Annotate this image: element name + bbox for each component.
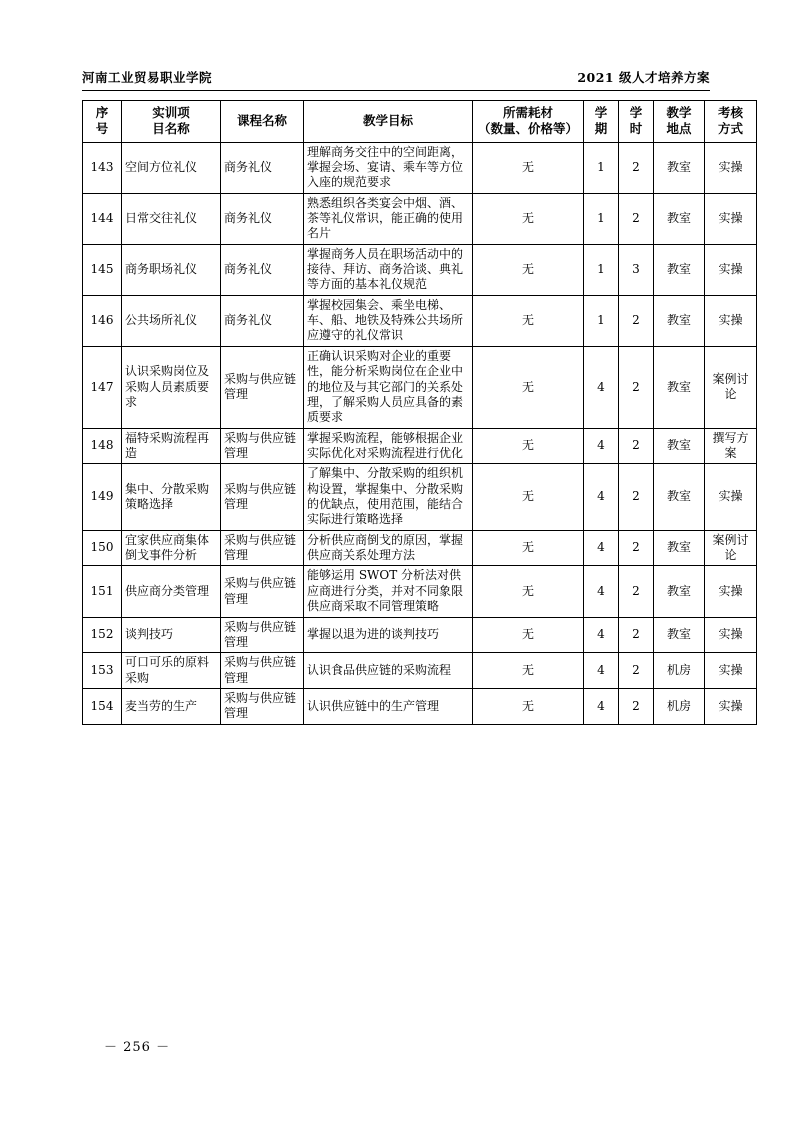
cell-hours: 2 [619,653,654,689]
cell-exam: 案例讨论 [705,530,757,566]
cell-goal: 能够运用 SWOT 分析法对供应商进行分类，并对不同象限供应商采取不同管理策略 [304,566,473,617]
cell-term: 4 [584,617,619,653]
cell-term: 4 [584,566,619,617]
cell-course: 采购与供应链管理 [221,653,304,689]
cell-course: 商务礼仪 [221,142,304,193]
cell-material: 无 [473,142,584,193]
cell-material: 无 [473,244,584,295]
cell-item: 麦当劳的生产 [122,689,221,725]
column-header-goal: 教学目标 [304,101,473,143]
cell-term: 4 [584,653,619,689]
cell-goal: 掌握采购流程，能够根据企业实际优化对采购流程进行优化 [304,428,473,464]
table-row [83,244,757,295]
cell-course: 采购与供应链管理 [221,530,304,566]
cell-term: 4 [584,464,619,530]
cell-place: 教室 [654,142,705,193]
column-header-material-line1: 所需耗材 [502,105,553,120]
cell-term: 1 [584,193,619,244]
cell-exam: 案例讨论 [705,346,757,428]
cell-hours: 2 [619,428,654,464]
cell-no: 148 [83,428,122,464]
cell-course: 采购与供应链管理 [221,617,304,653]
cell-course: 商务礼仪 [221,244,304,295]
cell-course: 采购与供应链管理 [221,428,304,464]
column-header-place-line2: 地点 [666,121,692,137]
page-number: － 256 － [104,1040,171,1055]
cell-item: 日常交往礼仪 [122,193,221,244]
cell-place: 教室 [654,617,705,653]
cell-no: 152 [83,617,122,653]
cell-term: 4 [584,346,619,428]
table-row [83,346,757,428]
cell-item: 认识采购岗位及采购人员素质要求 [122,346,221,428]
cell-item: 福特采购流程再造 [122,428,221,464]
cell-exam: 实操 [705,244,757,295]
column-header-place [654,101,705,143]
cell-goal: 认识食品供应链的采购流程 [304,653,473,689]
cell-item: 可口可乐的原料采购 [122,653,221,689]
cell-material: 无 [473,689,584,725]
cell-place: 教室 [654,346,705,428]
cell-item: 商务职场礼仪 [122,244,221,295]
cell-goal: 认识供应链中的生产管理 [304,689,473,725]
cell-hours: 2 [619,617,654,653]
cell-course: 采购与供应链管理 [221,464,304,530]
page-header [82,68,710,91]
column-header-material-line2: （数量、价格等） [477,121,578,137]
cell-hours: 2 [619,530,654,566]
cell-material: 无 [473,193,584,244]
column-header-no [83,101,122,143]
cell-exam: 实操 [705,617,757,653]
cell-no: 144 [83,193,122,244]
cell-item: 供应商分类管理 [122,566,221,617]
cell-course: 采购与供应链管理 [221,689,304,725]
page-footer [82,1036,711,1055]
cell-material: 无 [473,346,584,428]
cell-no: 149 [83,464,122,530]
table-row [83,653,757,689]
cell-place: 教室 [654,193,705,244]
cell-place: 教室 [654,295,705,346]
cell-term: 1 [584,142,619,193]
cell-place: 机房 [654,689,705,725]
cell-exam: 实操 [705,566,757,617]
cell-goal: 分析供应商倒戈的原因，掌握供应商关系处理方法 [304,530,473,566]
cell-hours: 3 [619,244,654,295]
cell-no: 147 [83,346,122,428]
cell-material: 无 [473,566,584,617]
cell-course: 采购与供应链管理 [221,566,304,617]
cell-material: 无 [473,653,584,689]
cell-material: 无 [473,530,584,566]
cell-exam: 实操 [705,142,757,193]
cell-hours: 2 [619,464,654,530]
column-header-no-line1: 序 [95,105,109,120]
column-header-item-line1: 实训项 [152,105,190,120]
cell-no: 145 [83,244,122,295]
header-document-title: 2021 级人才培养方案 [577,70,710,85]
cell-term: 4 [584,689,619,725]
table-row [83,295,757,346]
column-header-term-line1: 学 [594,105,608,120]
cell-exam: 撰写方案 [705,428,757,464]
column-header-exam [705,101,757,143]
header-institution: 河南工业贸易职业学院 [82,70,213,85]
cell-place: 教室 [654,530,705,566]
cell-material: 无 [473,428,584,464]
column-header-course: 课程名称 [221,101,304,143]
table-row [83,464,757,530]
cell-hours: 2 [619,295,654,346]
cell-place: 教室 [654,464,705,530]
column-header-hours-line2: 时 [629,121,643,137]
cell-goal: 掌握以退为进的谈判技巧 [304,617,473,653]
table-row [83,193,757,244]
cell-course: 商务礼仪 [221,193,304,244]
column-header-no-line2: 号 [95,121,109,137]
cell-no: 154 [83,689,122,725]
cell-goal: 熟悉组织各类宴会中烟、酒、茶等礼仪常识，能正确的使用名片 [304,193,473,244]
cell-exam: 实操 [705,193,757,244]
cell-place: 教室 [654,566,705,617]
training-projects-table [82,100,757,725]
cell-material: 无 [473,617,584,653]
cell-goal: 正确认识采购对企业的重要性，能分析采购岗位在企业中的地位及与其它部门的关系处理，了解采购人员应具备的素质要求 [304,346,473,428]
table-row [83,142,757,193]
cell-item: 谈判技巧 [122,617,221,653]
column-header-material [473,101,584,143]
table-body [83,142,757,724]
cell-term: 1 [584,295,619,346]
cell-hours: 2 [619,689,654,725]
column-header-place-line1: 教学 [666,105,692,120]
column-header-hours-line1: 学 [629,105,643,120]
cell-course: 商务礼仪 [221,295,304,346]
column-header-item-line2: 目名称 [152,121,190,137]
column-header-term-line2: 期 [594,121,608,137]
cell-goal: 掌握校园集会、乘坐电梯、车、船、地铁及特殊公共场所应遵守的礼仪常识 [304,295,473,346]
cell-place: 教室 [654,428,705,464]
cell-material: 无 [473,295,584,346]
cell-place: 教室 [654,244,705,295]
cell-term: 4 [584,428,619,464]
column-header-hours [619,101,654,143]
table-header [83,101,757,143]
column-header-exam-line2: 方式 [717,121,743,137]
cell-exam: 实操 [705,653,757,689]
cell-no: 153 [83,653,122,689]
cell-hours: 2 [619,346,654,428]
table-row [83,689,757,725]
table-row [83,428,757,464]
cell-no: 151 [83,566,122,617]
cell-hours: 2 [619,142,654,193]
cell-goal: 理解商务交往中的空间距离，掌握会场、宴请、乘车等方位入座的规范要求 [304,142,473,193]
cell-item: 空间方位礼仪 [122,142,221,193]
cell-item: 公共场所礼仪 [122,295,221,346]
cell-hours: 2 [619,566,654,617]
cell-no: 143 [83,142,122,193]
column-header-term [584,101,619,143]
table-row [83,566,757,617]
cell-item: 集中、分散采购策略选择 [122,464,221,530]
table-row [83,530,757,566]
cell-place: 机房 [654,653,705,689]
cell-term: 1 [584,244,619,295]
cell-hours: 2 [619,193,654,244]
cell-goal: 了解集中、分散采购的组织机构设置，掌握集中、分散采购的优缺点，使用范围，能结合实际进行策略选择 [304,464,473,530]
cell-course: 采购与供应链管理 [221,346,304,428]
table-row [83,617,757,653]
cell-term: 4 [584,530,619,566]
cell-goal: 掌握商务人员在职场活动中的接待、拜访、商务洽谈、典礼等方面的基本礼仪规范 [304,244,473,295]
cell-item: 宜家供应商集体倒戈事件分析 [122,530,221,566]
cell-exam: 实操 [705,295,757,346]
cell-material: 无 [473,464,584,530]
column-header-exam-line1: 考核 [717,105,743,120]
cell-exam: 实操 [705,464,757,530]
column-header-item [122,101,221,143]
cell-exam: 实操 [705,689,757,725]
cell-no: 146 [83,295,122,346]
cell-no: 150 [83,530,122,566]
table-header-row [83,101,757,143]
